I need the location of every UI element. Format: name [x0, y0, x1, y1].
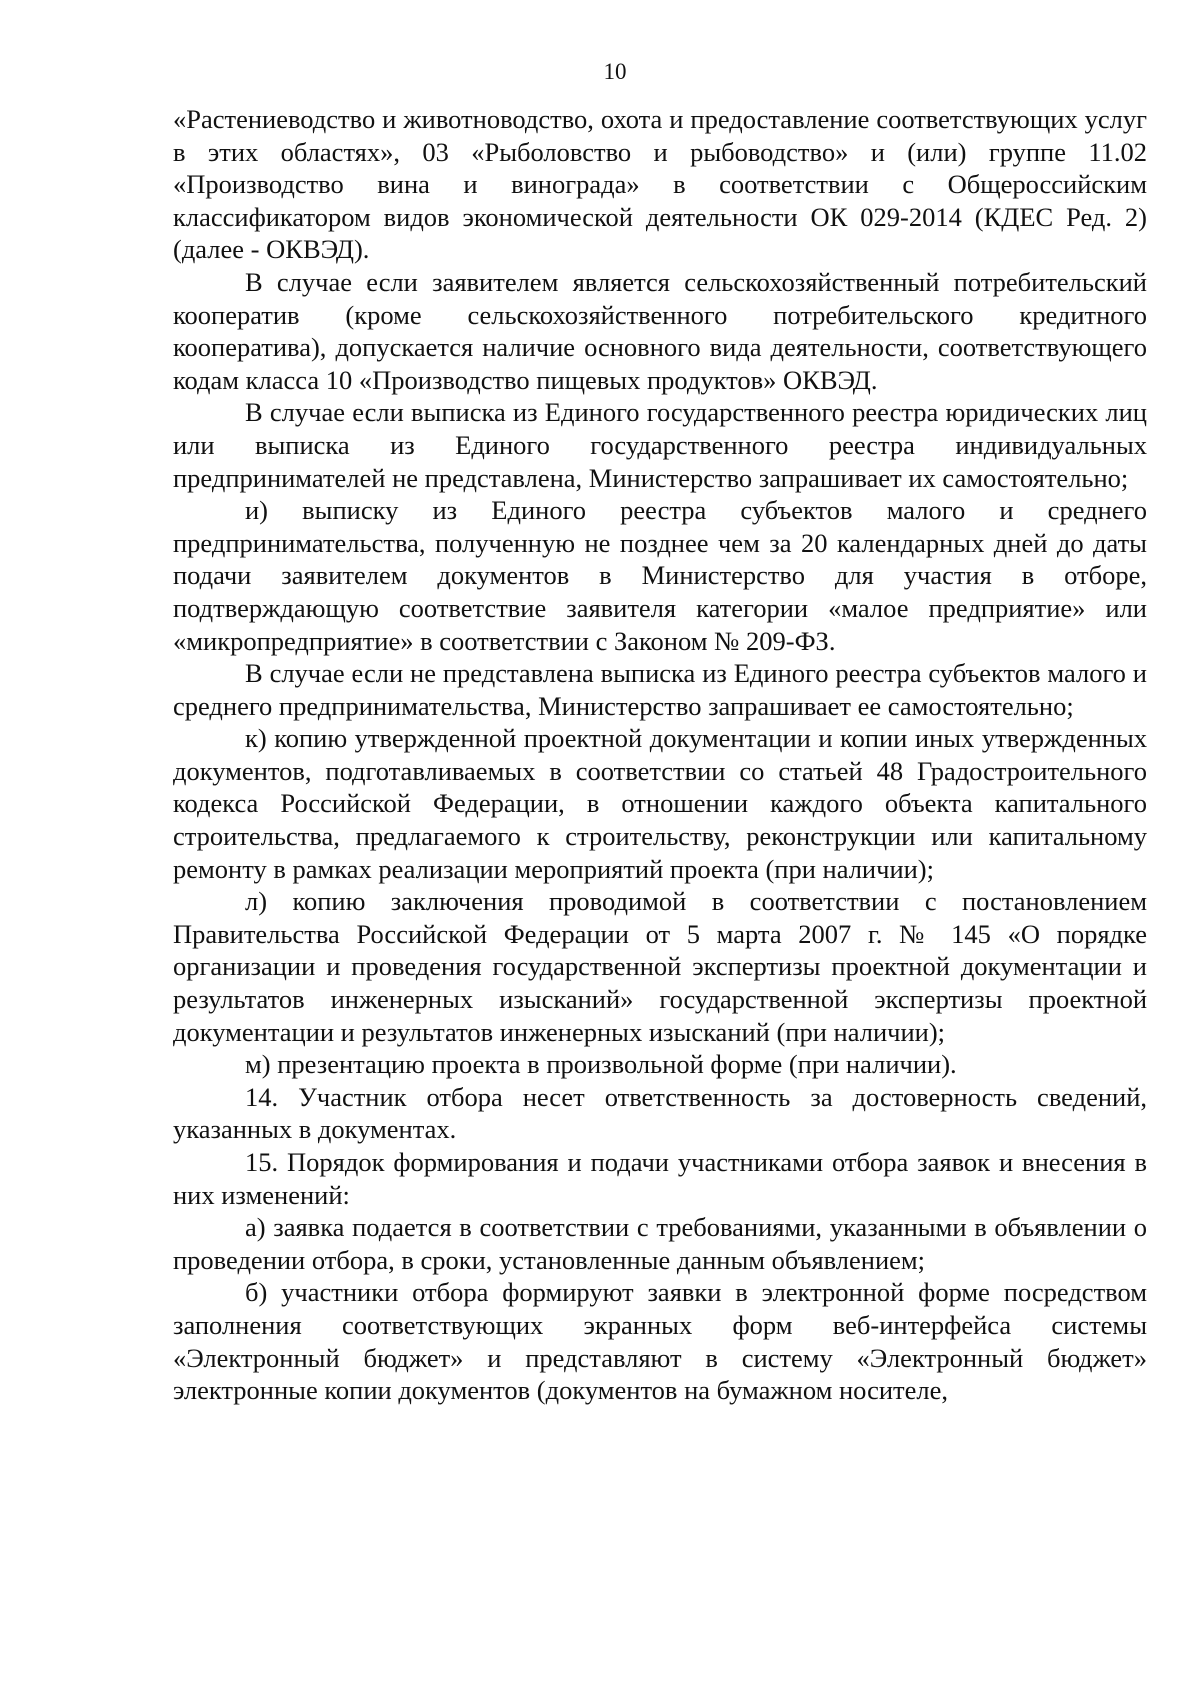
- paragraph-item-b: б) участники отбора формируют заявки в электронной форме посредством заполнения соответствующих экранных форм веб-интерфейса системы «Электронный бюджет» и представляют в систему «Электронный бюджет» электронные копии документов (документов на бумажном носителе,: [173, 1277, 1147, 1406]
- paragraph-section-14: 14. Участник отбора несет ответственность за достоверность сведений, указанных в документах.: [173, 1081, 1147, 1145]
- paragraph-item-l: л) копию заключения проводимой в соответствии с постановлением Правительства Российской Федерации от 5 марта 2007 г. № 145 «О порядке организации и проведения государственной экспертизы проектной документации и результатов инженерных изысканий» государственной экспертизы проектной документации и результатов инженерных изысканий (при наличии);: [173, 886, 1147, 1047]
- page-number: 10: [603, 59, 627, 84]
- document-body: [173, 103, 1147, 1407]
- paragraph-msp-request: В случае если не представлена выписка из Единого реестра субъектов малого и среднего предпринимательства, Министерство запрашивает ее самостоятельно;: [173, 658, 1147, 721]
- paragraph-item-i: и) выписку из Единого реестра субъектов малого и среднего предпринимательства, полученную не позднее чем за 20 календарных дней до даты подачи заявителем документов в Министерство для участия в отборе, подтверждающую соответствие заявителя категории «малое предприятие» или «микропредприятие» в соответствии с Законом № 209-ФЗ.: [173, 495, 1147, 656]
- paragraph-item-a: а) заявка подается в соответствии с требованиями, указанными в объявлении о проведении отбора, в сроки, установленные данным объявлением;: [173, 1212, 1147, 1275]
- paragraph-egrul-request: В случае если выписка из Единого государственного реестра юридических лиц или выписка из Единого государственного реестра индивидуальных предпринимателей не представлена, Министерство запрашивает их самостоятельно;: [173, 397, 1147, 493]
- paragraph-item-k: к) копию утвержденной проектной документации и копии иных утвержденных документов, подготавливаемых в соответствии со статьей 48 Градостроительного кодекса Российской Федерации, в отношении каждого объекта капитального строительства, предлагаемого к строительству, реконструкции или капитальному ремонту в рамках реализации мероприятий проекта (при наличии);: [173, 723, 1147, 884]
- paragraph-cooperative: В случае если заявителем является сельскохозяйственный потребительский кооператив (кроме сельскохозяйственного потребительского кредитного кооператива), допускается наличие основного вида деятельности, соответствующего кодам класса 10 «Производство пищевых продуктов» ОКВЭД.: [173, 266, 1147, 395]
- paragraph-section-15: 15. Порядок формирования и подачи участниками отбора заявок и внесения в них изменений:: [173, 1147, 1147, 1210]
- paragraph-item-m: м) презентацию проекта в произвольной форме (при наличии).: [245, 1049, 957, 1080]
- paragraph-okved-continuation: «Растениеводство и животноводство, охота и предоставление соответствующих услуг в этих областях», 03 «Рыболовство и рыбоводство» и (или) группе 11.02 «Производство вина и винограда» в соответствии с Общероссийским классификатором видов экономической деятельности ОК 029-2014 (КДЕС Ред. 2) (далее - ОКВЭД).: [173, 104, 1147, 265]
